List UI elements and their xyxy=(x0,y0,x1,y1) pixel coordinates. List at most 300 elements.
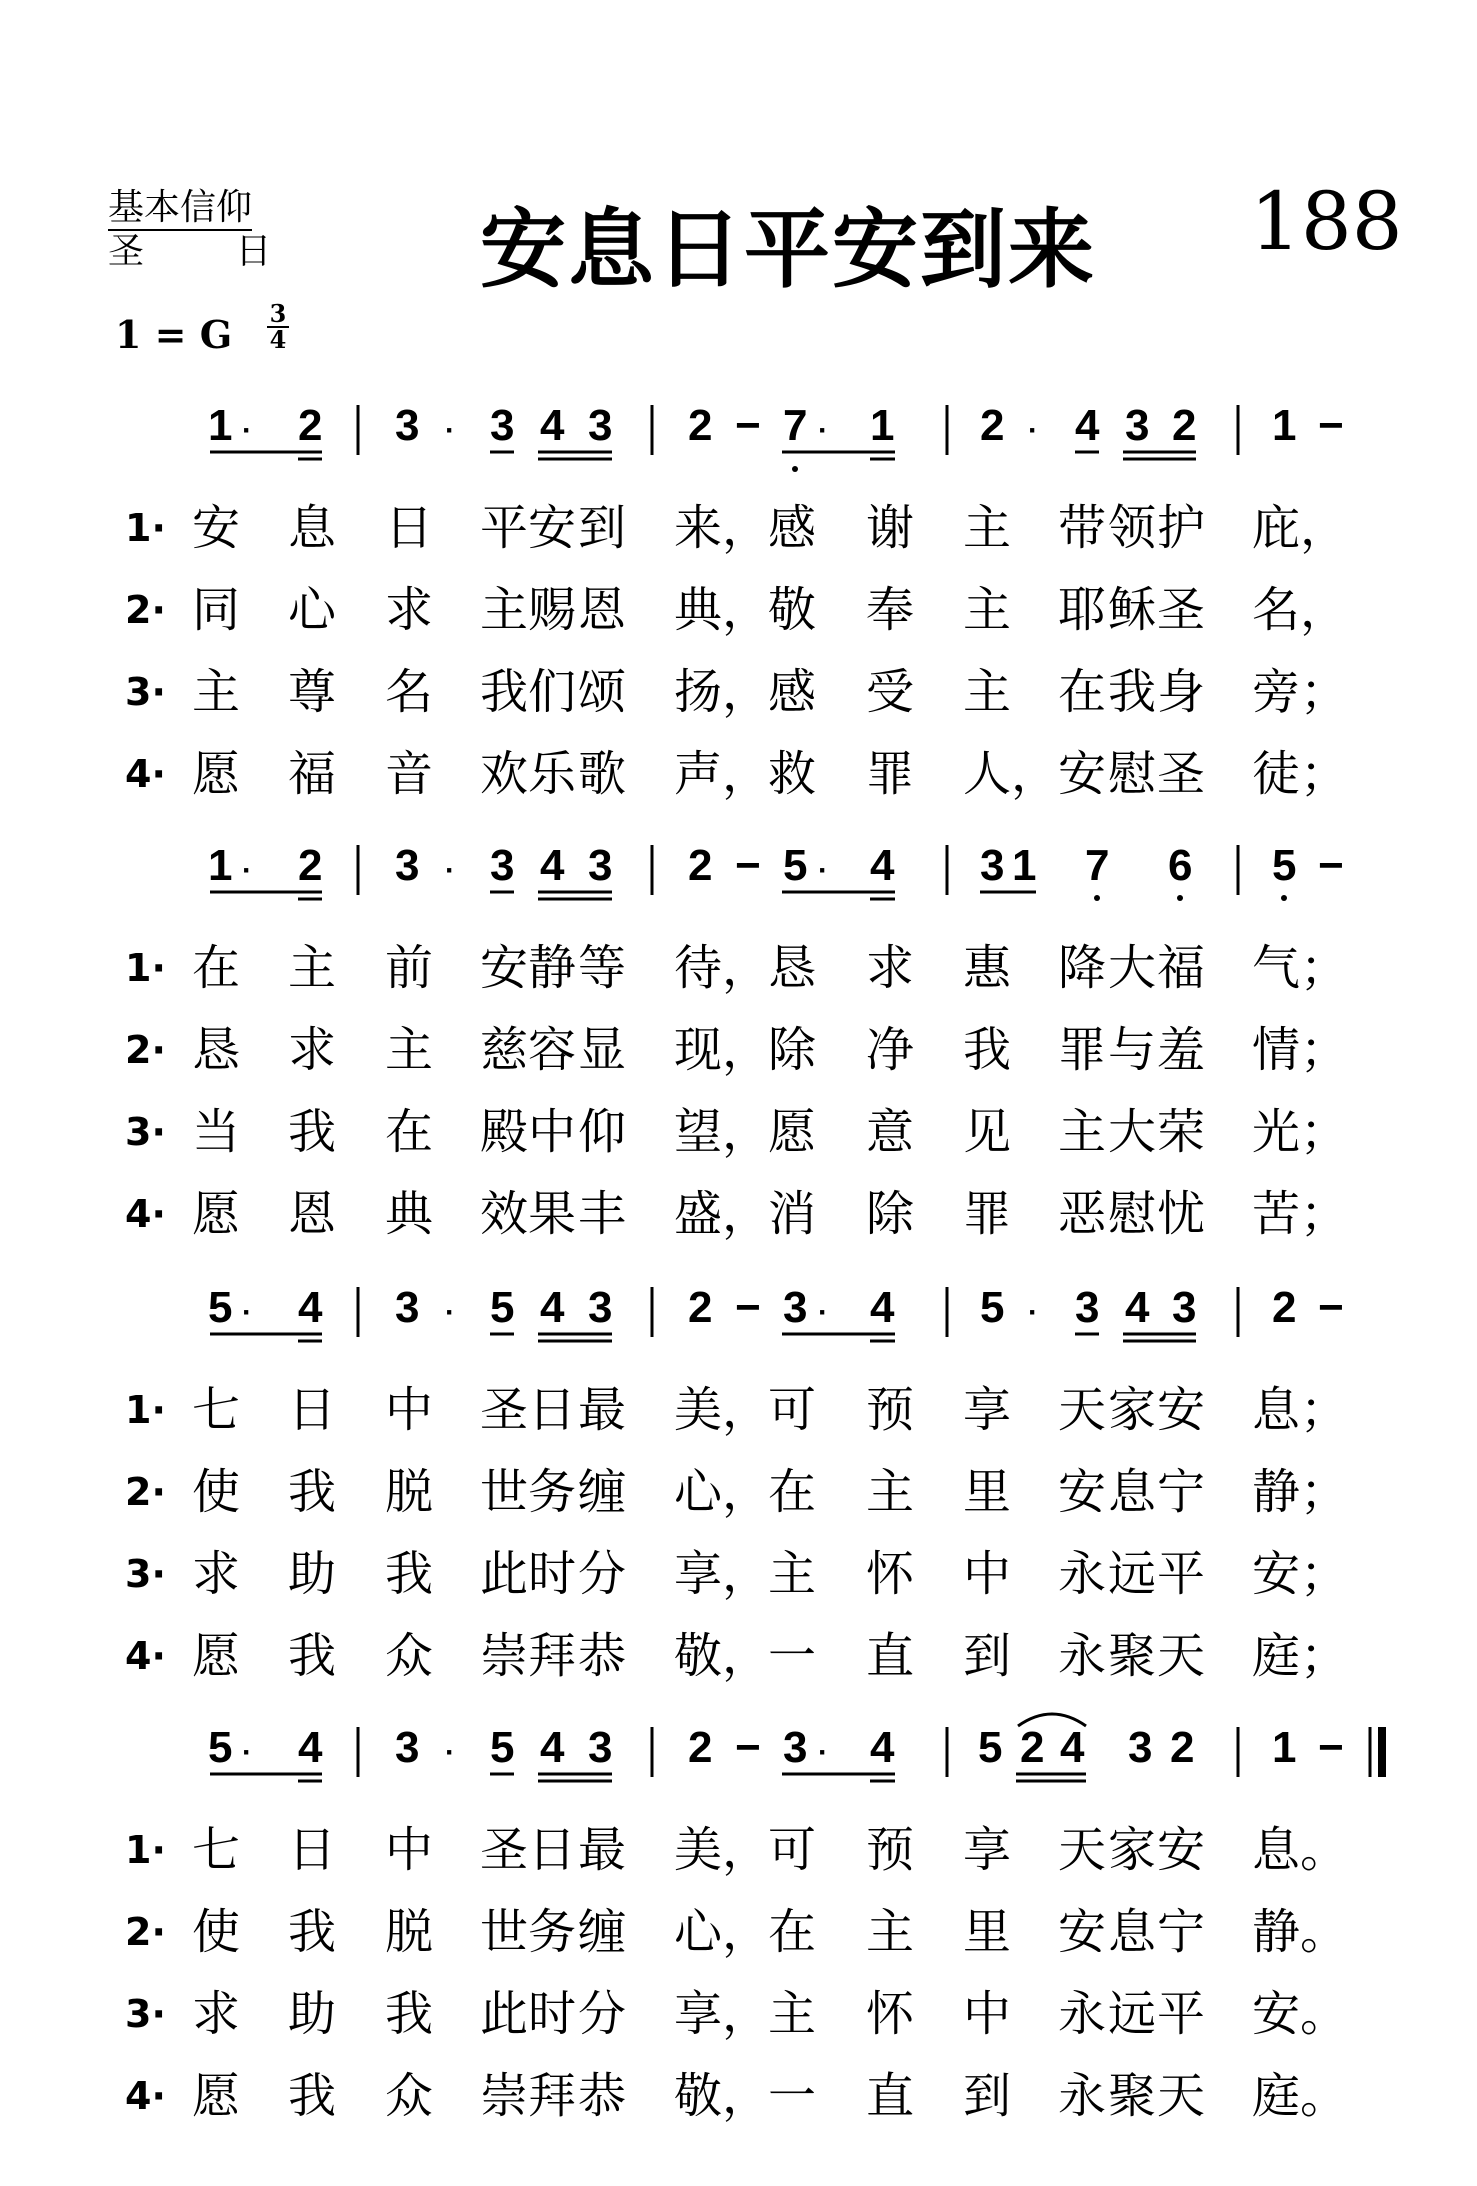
verse-number: 2· xyxy=(125,588,166,632)
svg-text:5: 5 xyxy=(208,1723,233,1772)
lyric-syllable: 见 xyxy=(963,1104,1012,1160)
svg-text:−: − xyxy=(735,1723,761,1772)
svg-text:2: 2 xyxy=(980,401,1005,450)
lyric-syllable: 日 xyxy=(288,1382,337,1438)
lyric-syllable: 大 xyxy=(1108,940,1157,996)
svg-text:−: − xyxy=(1318,1723,1344,1772)
lyric-syllable: 主 xyxy=(768,1986,817,2042)
svg-text:·: · xyxy=(242,1736,252,1769)
lyric-syllable: 情； xyxy=(1252,1022,1349,1078)
lyric-syllable: 主 xyxy=(866,1904,915,1960)
svg-text:2: 2 xyxy=(1172,401,1197,450)
lyric-syllable: 里 xyxy=(963,1464,1012,1520)
lyric-syllable: 愿 xyxy=(192,2068,241,2124)
lyric-syllable: 求 xyxy=(866,940,915,996)
lyric-syllable: 求 xyxy=(385,582,434,638)
lyric-syllable: 福 xyxy=(288,746,337,802)
svg-text:2: 2 xyxy=(1170,1723,1195,1772)
lyric-syllable: 当 xyxy=(192,1104,241,1160)
lyric-syllable: 恭 xyxy=(578,2068,627,2124)
lyric-syllable: 此 xyxy=(480,1986,529,2042)
svg-text:−: − xyxy=(735,841,761,890)
verse-number: 3· xyxy=(125,1110,166,1154)
lyric-syllable: 光； xyxy=(1252,1104,1349,1160)
lyric-syllable: 羞 xyxy=(1157,1022,1206,1078)
lyric-syllable: 愿 xyxy=(192,1628,241,1684)
svg-text:4: 4 xyxy=(298,1283,323,1332)
lyric-syllable: 日 xyxy=(385,500,434,556)
svg-text:5: 5 xyxy=(1272,841,1297,890)
svg-text:4: 4 xyxy=(1075,401,1100,450)
svg-text:7: 7 xyxy=(783,401,808,450)
lyric-syllable: 主 xyxy=(768,1546,817,1602)
lyric-syllable: 在 xyxy=(768,1904,817,1960)
lyric-syllable: 平 xyxy=(480,500,529,556)
lyric-syllable: 耶 xyxy=(1058,582,1107,638)
lyric-syllable: 愿 xyxy=(768,1104,817,1160)
lyric-syllable: 主 xyxy=(963,582,1012,638)
svg-text:3: 3 xyxy=(395,1283,420,1332)
lyric-syllable: 在 xyxy=(768,1464,817,1520)
lyric-syllable: 感 xyxy=(768,500,817,556)
lyric-syllable: 怀 xyxy=(866,1546,915,1602)
svg-text:·: · xyxy=(445,1296,455,1329)
lyric-syllable: 待， xyxy=(674,940,771,996)
lyric-syllable: 永 xyxy=(1058,1546,1107,1602)
lyric-syllable: 主 xyxy=(288,940,337,996)
verse-number: 4· xyxy=(125,1634,166,1678)
lyric-syllable: 时 xyxy=(528,1986,577,2042)
verse-number: 2· xyxy=(125,1470,166,1514)
lyric-syllable: 声， xyxy=(674,746,771,802)
lyric-syllable: 天 xyxy=(1157,1628,1206,1684)
svg-text:1: 1 xyxy=(1272,1723,1297,1772)
lyric-syllable: 里 xyxy=(963,1904,1012,1960)
lyric-syllable: 可 xyxy=(768,1382,817,1438)
lyric-syllable: 到 xyxy=(578,500,627,556)
staff-line-3 xyxy=(208,1283,1344,1341)
lyric-syllable: 音 xyxy=(385,746,434,802)
lyric-syllable: 除 xyxy=(768,1022,817,1078)
svg-text:2: 2 xyxy=(1272,1283,1297,1332)
lyric-syllable: 谢 xyxy=(866,500,915,556)
svg-text:3: 3 xyxy=(980,841,1005,890)
lyric-syllable: 到 xyxy=(963,1628,1012,1684)
lyric-syllable: 聚 xyxy=(1108,1628,1157,1684)
lyric-syllable: 愿 xyxy=(192,1186,241,1242)
svg-text:2: 2 xyxy=(688,1283,713,1332)
lyric-syllable: 使 xyxy=(192,1464,241,1520)
lyric-syllable: 众 xyxy=(385,1628,434,1684)
lyric-syllable: 赐 xyxy=(528,582,577,638)
lyric-syllable: 远 xyxy=(1108,1986,1157,2042)
lyric-syllable: 在 xyxy=(192,940,241,996)
lyric-syllable: 中 xyxy=(528,1104,577,1160)
lyric-syllable: 拜 xyxy=(528,1628,577,1684)
lyric-syllable: 缠 xyxy=(578,1904,627,1960)
verse-number: 2· xyxy=(125,1028,166,1072)
lyric-syllable: 名， xyxy=(1252,582,1349,638)
staff-line-4 xyxy=(208,1714,1382,1781)
lyric-syllable: 典， xyxy=(674,582,771,638)
verse-number: 1· xyxy=(125,1388,166,1432)
lyric-syllable: 稣 xyxy=(1108,582,1157,638)
lyric-syllable: 同 xyxy=(192,582,241,638)
lyric-syllable: 名 xyxy=(385,664,434,720)
lyric-syllable: 分 xyxy=(578,1986,627,2042)
lyric-syllable: 恩 xyxy=(578,582,627,638)
lyric-syllable: 扬， xyxy=(674,664,771,720)
svg-text:3: 3 xyxy=(1075,1283,1100,1332)
lyric-syllable: 使 xyxy=(192,1904,241,1960)
lyric-syllable: 日 xyxy=(288,1822,337,1878)
svg-text:2: 2 xyxy=(688,401,713,450)
staff-line-2 xyxy=(208,841,1344,901)
svg-text:7: 7 xyxy=(1085,841,1110,890)
lyric-syllable: 受 xyxy=(866,664,915,720)
lyric-syllable: 怀 xyxy=(866,1986,915,2042)
lyric-syllable: 气； xyxy=(1252,940,1349,996)
lyric-syllable: 众 xyxy=(385,2068,434,2124)
lyric-syllable: 美， xyxy=(674,1822,771,1878)
lyric-syllable: 旁； xyxy=(1252,664,1349,720)
lyric-syllable: 息 xyxy=(1108,1904,1157,1960)
lyric-syllable: 苦； xyxy=(1252,1186,1349,1242)
lyric-syllable: 安 xyxy=(1058,1464,1107,1520)
lyric-syllable: 静； xyxy=(1252,1464,1349,1520)
lyric-syllable: 中 xyxy=(385,1822,434,1878)
svg-text:·: · xyxy=(818,414,828,447)
lyric-syllable: 求 xyxy=(192,1546,241,1602)
svg-text:1: 1 xyxy=(1012,841,1037,890)
svg-text:−: − xyxy=(735,1283,761,1332)
lyric-syllable: 丰 xyxy=(578,1186,627,1242)
lyric-syllable: 宁 xyxy=(1157,1904,1206,1960)
lyric-syllable: 到 xyxy=(963,2068,1012,2124)
lyric-syllable: 务 xyxy=(528,1904,577,1960)
lyric-syllable: 等 xyxy=(578,940,627,996)
lyric-syllable: 庭。 xyxy=(1252,2068,1349,2124)
lyric-syllable: 一 xyxy=(768,1628,817,1684)
lyric-syllable: 天 xyxy=(1058,1382,1107,1438)
lyric-syllable: 平 xyxy=(1157,1986,1206,2042)
svg-text:·: · xyxy=(818,1736,828,1769)
lyric-syllable: 息。 xyxy=(1252,1822,1349,1878)
subcategory-label: 圣 日 xyxy=(108,231,272,272)
svg-text:5: 5 xyxy=(490,1723,515,1772)
lyric-syllable: 容 xyxy=(528,1022,577,1078)
svg-text:4: 4 xyxy=(870,1283,895,1332)
lyric-syllable: 心 xyxy=(288,582,337,638)
lyric-syllable: 恭 xyxy=(578,1628,627,1684)
lyric-syllable: 在 xyxy=(385,1104,434,1160)
lyric-syllable: 家 xyxy=(1108,1822,1157,1878)
lyric-syllable: 人， xyxy=(963,746,1060,802)
lyric-syllable: 现， xyxy=(674,1022,771,1078)
lyric-syllable: 我 xyxy=(963,1022,1012,1078)
lyric-syllable: 脱 xyxy=(385,1904,434,1960)
lyric-syllable: 永 xyxy=(1058,1986,1107,2042)
svg-text:4: 4 xyxy=(540,1283,565,1332)
lyric-syllable: 我 xyxy=(288,1904,337,1960)
lyric-syllable: 徒； xyxy=(1252,746,1349,802)
lyric-syllable: 时 xyxy=(528,1546,577,1602)
lyric-syllable: 盛， xyxy=(674,1186,771,1242)
lyric-syllable: 歌 xyxy=(578,746,627,802)
lyric-syllable: 敬 xyxy=(768,582,817,638)
lyric-syllable: 息 xyxy=(288,500,337,556)
lyric-syllable: 庭； xyxy=(1252,1628,1349,1684)
lyric-syllable: 圣 xyxy=(1157,746,1206,802)
lyric-syllable: 主 xyxy=(1058,1104,1107,1160)
lyric-syllable: 主 xyxy=(963,500,1012,556)
staff-line-1 xyxy=(208,401,1344,472)
lyric-syllable: 我 xyxy=(385,1546,434,1602)
lyric-syllable: 享， xyxy=(674,1546,771,1602)
svg-text:3: 3 xyxy=(588,1723,613,1772)
lyric-syllable: 恳 xyxy=(192,1022,241,1078)
svg-text:1: 1 xyxy=(208,841,233,890)
svg-text:4: 4 xyxy=(1060,1723,1085,1772)
svg-text:3: 3 xyxy=(490,841,515,890)
lyric-syllable: 安 xyxy=(192,500,241,556)
lyric-syllable: 恶 xyxy=(1058,1186,1107,1242)
svg-text:5: 5 xyxy=(490,1283,515,1332)
lyric-syllable: 享， xyxy=(674,1986,771,2042)
lyric-syllable: 望， xyxy=(674,1104,771,1160)
lyric-syllable: 慰 xyxy=(1108,746,1157,802)
lyric-syllable: 身 xyxy=(1157,664,1206,720)
lyric-syllable: 中 xyxy=(963,1986,1012,2042)
lyric-syllable: 我 xyxy=(288,1104,337,1160)
lyric-syllable: 安 xyxy=(1058,746,1107,802)
lyric-syllable: 息； xyxy=(1252,1382,1349,1438)
lyric-syllable: 预 xyxy=(866,1822,915,1878)
lyric-syllable: 显 xyxy=(578,1022,627,1078)
lyric-syllable: 消 xyxy=(768,1186,817,1242)
lyric-syllable: 乐 xyxy=(528,746,577,802)
lyric-syllable: 助 xyxy=(288,1546,337,1602)
lyric-syllable: 我 xyxy=(288,1628,337,1684)
lyric-syllable: 缠 xyxy=(578,1464,627,1520)
lyric-syllable: 们 xyxy=(528,664,577,720)
svg-text:1: 1 xyxy=(870,401,895,450)
lyric-syllable: 罪 xyxy=(1058,1022,1107,1078)
verse-number: 3· xyxy=(125,1552,166,1596)
lyric-syllable: 安。 xyxy=(1252,1986,1349,2042)
lyric-syllable: 求 xyxy=(192,1986,241,2042)
lyric-syllable: 七 xyxy=(192,1382,241,1438)
lyric-syllable: 我 xyxy=(288,1464,337,1520)
lyric-syllable: 直 xyxy=(866,2068,915,2124)
lyric-syllable: 颂 xyxy=(578,664,627,720)
lyric-syllable: 殿 xyxy=(480,1104,529,1160)
lyric-syllable: 慰 xyxy=(1108,1186,1157,1242)
lyric-syllable: 我 xyxy=(1108,664,1157,720)
verse-number: 3· xyxy=(125,1992,166,2036)
svg-text:3: 3 xyxy=(588,401,613,450)
svg-text:4: 4 xyxy=(540,1723,565,1772)
verse-number: 3· xyxy=(125,670,166,714)
lyric-syllable: 静 xyxy=(528,940,577,996)
lyric-syllable: 中 xyxy=(963,1546,1012,1602)
svg-text:3: 3 xyxy=(490,401,515,450)
hymn-number: 188 xyxy=(1250,175,1403,268)
svg-text:5: 5 xyxy=(978,1723,1003,1772)
svg-text:6: 6 xyxy=(1168,841,1193,890)
svg-text:4: 4 xyxy=(540,841,565,890)
lyric-syllable: 安 xyxy=(528,500,577,556)
lyric-syllable: 天 xyxy=(1157,2068,1206,2124)
lyric-syllable: 可 xyxy=(768,1822,817,1878)
lyric-syllable: 天 xyxy=(1058,1822,1107,1878)
svg-text:·: · xyxy=(1028,414,1038,447)
lyric-syllable: 典 xyxy=(385,1186,434,1242)
lyric-syllable: 享 xyxy=(963,1822,1012,1878)
svg-text:3: 3 xyxy=(395,841,420,890)
svg-text:·: · xyxy=(818,854,828,887)
svg-text:1: 1 xyxy=(1272,401,1297,450)
svg-text:3: 3 xyxy=(395,401,420,450)
svg-text:3: 3 xyxy=(783,1723,808,1772)
lyric-syllable: 罪 xyxy=(866,746,915,802)
svg-text:5: 5 xyxy=(980,1283,1005,1332)
lyric-syllable: 领 xyxy=(1108,500,1157,556)
lyric-syllable: 奉 xyxy=(866,582,915,638)
lyric-syllable: 安； xyxy=(1252,1546,1349,1602)
lyric-syllable: 安 xyxy=(1157,1382,1206,1438)
svg-text:−: − xyxy=(735,401,761,450)
lyric-syllable: 救 xyxy=(768,746,817,802)
lyric-syllable: 与 xyxy=(1108,1022,1157,1078)
lyric-syllable: 福 xyxy=(1157,940,1206,996)
svg-text:4: 4 xyxy=(870,1723,895,1772)
lyric-syllable: 敬， xyxy=(674,2068,771,2124)
lyric-syllable: 息 xyxy=(1108,1464,1157,1520)
lyric-syllable: 净 xyxy=(866,1022,915,1078)
lyric-syllable: 果 xyxy=(528,1186,577,1242)
lyric-syllable: 庇， xyxy=(1252,500,1349,556)
lyric-syllable: 主 xyxy=(192,664,241,720)
svg-text:−: − xyxy=(1318,401,1344,450)
verse-number: 4· xyxy=(125,2074,166,2118)
lyric-syllable: 主 xyxy=(385,1022,434,1078)
lyric-syllable: 大 xyxy=(1108,1104,1157,1160)
lyric-syllable: 感 xyxy=(768,664,817,720)
svg-text:·: · xyxy=(242,1296,252,1329)
lyric-syllable: 安 xyxy=(1157,1822,1206,1878)
lyric-syllable: 我 xyxy=(385,1986,434,2042)
lyric-syllable: 罪 xyxy=(963,1186,1012,1242)
lyric-syllable: 护 xyxy=(1157,500,1206,556)
verse-number: 4· xyxy=(125,752,166,796)
svg-text:3: 3 xyxy=(395,1723,420,1772)
lyric-syllable: 安 xyxy=(480,940,529,996)
lyric-syllable: 意 xyxy=(866,1104,915,1160)
lyric-syllable: 崇 xyxy=(480,2068,529,2124)
category-label: 基本信仰 xyxy=(108,188,252,228)
lyric-syllable: 降 xyxy=(1058,940,1107,996)
svg-text:2: 2 xyxy=(298,841,323,890)
lyric-syllable: 预 xyxy=(866,1382,915,1438)
lyric-syllable: 在 xyxy=(1058,664,1107,720)
lyric-syllable: 我 xyxy=(480,664,529,720)
lyric-syllable: 恳 xyxy=(768,940,817,996)
lyric-syllable: 崇 xyxy=(480,1628,529,1684)
lyric-syllable: 最 xyxy=(578,1382,627,1438)
lyric-syllable: 求 xyxy=(288,1022,337,1078)
svg-text:2: 2 xyxy=(688,1723,713,1772)
lyric-syllable: 永 xyxy=(1058,2068,1107,2124)
svg-text:4: 4 xyxy=(540,401,565,450)
lyric-syllable: 忧 xyxy=(1157,1186,1206,1242)
svg-text:2: 2 xyxy=(1020,1723,1045,1772)
lyric-syllable: 日 xyxy=(528,1382,577,1438)
svg-text:3: 3 xyxy=(783,1283,808,1332)
lyric-syllable: 主 xyxy=(480,582,529,638)
lyric-syllable: 主 xyxy=(963,664,1012,720)
lyric-syllable: 平 xyxy=(1157,1546,1206,1602)
lyric-syllable: 中 xyxy=(385,1382,434,1438)
svg-text:·: · xyxy=(242,854,252,887)
svg-text:·: · xyxy=(445,854,455,887)
svg-text:3: 3 xyxy=(588,1283,613,1332)
svg-text:2: 2 xyxy=(298,401,323,450)
lyric-syllable: 前 xyxy=(385,940,434,996)
lyric-syllable: 荣 xyxy=(1157,1104,1206,1160)
svg-text:·: · xyxy=(445,1736,455,1769)
lyric-syllable: 圣 xyxy=(480,1822,529,1878)
lyric-syllable: 效 xyxy=(480,1186,529,1242)
lyric-syllable: 聚 xyxy=(1108,2068,1157,2124)
lyric-syllable: 远 xyxy=(1108,1546,1157,1602)
lyric-syllable: 愿 xyxy=(192,746,241,802)
lyric-syllable: 心， xyxy=(674,1464,771,1520)
lyric-syllable: 安 xyxy=(1058,1904,1107,1960)
svg-text:2: 2 xyxy=(688,841,713,890)
svg-text:·: · xyxy=(818,1296,828,1329)
lyric-syllable: 来， xyxy=(674,500,771,556)
key-signature: 1 = G xyxy=(115,312,233,357)
lyric-syllable: 此 xyxy=(480,1546,529,1602)
lyric-syllable: 圣 xyxy=(480,1382,529,1438)
lyric-syllable: 慈 xyxy=(480,1022,529,1078)
lyric-syllable: 家 xyxy=(1108,1382,1157,1438)
hymn-title: 安息日平安到来 xyxy=(480,199,1096,300)
svg-text:3: 3 xyxy=(1128,1723,1153,1772)
verse-number: 1· xyxy=(125,946,166,990)
lyric-syllable: 享 xyxy=(963,1382,1012,1438)
time-signature: 3 4 xyxy=(267,302,289,352)
lyric-syllable: 静。 xyxy=(1252,1904,1349,1960)
svg-text:1: 1 xyxy=(208,401,233,450)
svg-text:·: · xyxy=(445,414,455,447)
lyric-syllable: 分 xyxy=(578,1546,627,1602)
lyric-syllable: 宁 xyxy=(1157,1464,1206,1520)
svg-text:3: 3 xyxy=(1172,1283,1197,1332)
lyric-syllable: 务 xyxy=(528,1464,577,1520)
lyric-syllable: 敬， xyxy=(674,1628,771,1684)
lyric-syllable: 我 xyxy=(288,2068,337,2124)
lyric-syllable: 脱 xyxy=(385,1464,434,1520)
lyric-syllable: 拜 xyxy=(528,2068,577,2124)
lyric-syllable: 恩 xyxy=(288,1186,337,1242)
lyric-syllable: 仰 xyxy=(578,1104,627,1160)
svg-text:·: · xyxy=(242,414,252,447)
verse-number: 4· xyxy=(125,1192,166,1236)
lyric-syllable: 除 xyxy=(866,1186,915,1242)
verse-number: 1· xyxy=(125,506,166,550)
